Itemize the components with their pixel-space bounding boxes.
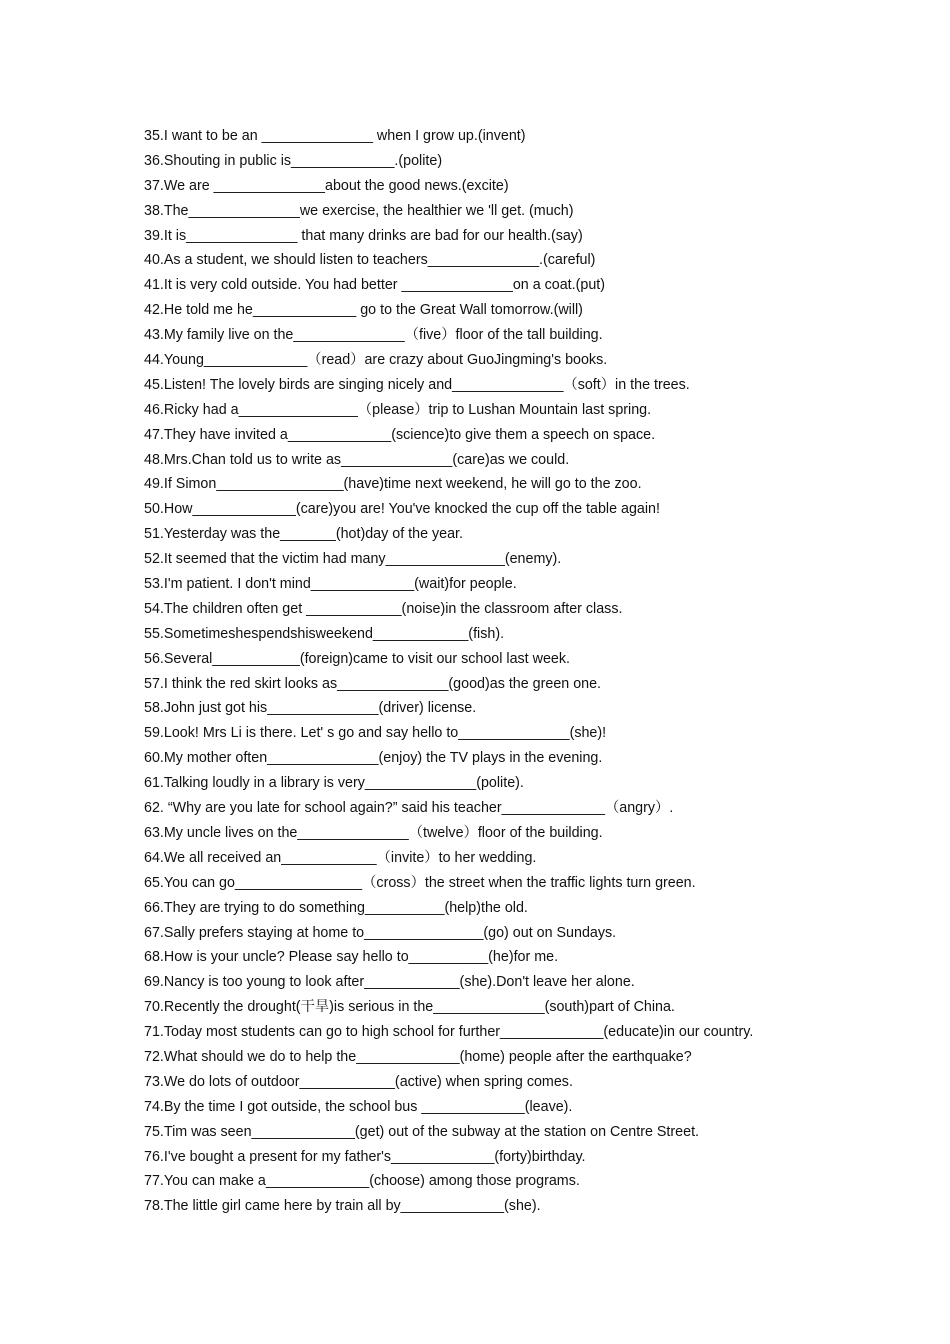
exercise-line: 38.The______________we exercise, the healthier we 'll get. (much)	[144, 202, 574, 219]
exercise-line: 56.Several___________(foreign)came to visit our school last week.	[144, 650, 570, 667]
exercise-line: 59.Look! Mrs Li is there. Let' s go and say hello to______________(she)!	[144, 725, 607, 742]
exercise-line: 41.It is very cold outside. You had better ______________on a coat.(put)	[144, 277, 606, 294]
exercise-line: 78.The little girl came here by train all by_____________(she).	[144, 1198, 541, 1215]
exercise-line: 69.Nancy is too young to look after____________(she).Don't leave her alone.	[144, 974, 635, 991]
exercise-line: 75.Tim was seen_____________(get) out of the subway at the station on Centre Street.	[144, 1123, 700, 1140]
exercise-line: 54.The children often get ____________(noise)in the classroom after class.	[144, 600, 623, 617]
exercise-line: 58.John just got his______________(driver) license.	[144, 700, 477, 717]
exercise-line: 45.Listen! The lovely birds are singing nicely and______________（soft）in the trees.	[144, 376, 690, 393]
exercise-line: 71.Today most students can go to high school for further_____________(educate)in our country.	[144, 1024, 754, 1041]
exercise-line: 64.We all received an____________（invite）to her wedding.	[144, 849, 537, 866]
exercise-line: 57.I think the red skirt looks as______________(good)as the green one.	[144, 675, 602, 692]
exercise-line: 52.It seemed that the victim had many_______________(enemy).	[144, 551, 562, 568]
exercise-line: 39.It is______________ that many drinks are bad for our health.(say)	[144, 227, 583, 244]
exercise-line: 67.Sally prefers staying at home to_______________(go) out on Sundays.	[144, 924, 617, 941]
exercise-line: 77.You can make a_____________(choose) among those programs.	[144, 1173, 580, 1190]
exercise-line: 60.My mother often______________(enjoy) the TV plays in the evening.	[144, 750, 603, 767]
exercise-line: 44.Young_____________（read）are crazy about GuoJingming's books.	[144, 352, 608, 369]
exercise-line: 74.By the time I got outside, the school bus _____________(leave).	[144, 1098, 573, 1115]
exercise-line: 37.We are ______________about the good news.(excite)	[144, 177, 509, 194]
exercise-line: 72.What should we do to help the_____________(home) people after the earthquake?	[144, 1048, 692, 1065]
exercise-line: 50.How_____________(care)you are! You've knocked the cup off the table again!	[144, 501, 660, 518]
exercise-line: 66.They are trying to do something__________(help)the old.	[144, 899, 528, 916]
exercise-line: 73.We do lots of outdoor____________(active) when spring comes.	[144, 1073, 573, 1090]
exercise-line: 48.Mrs.Chan told us to write as______________(care)as we could.	[144, 451, 570, 468]
exercise-line: 53.I'm patient. I don't mind_____________(wait)for people.	[144, 576, 517, 593]
exercise-line: 42.He told me he_____________ go to the Great Wall tomorrow.(will)	[144, 302, 583, 319]
exercise-line: 47.They have invited a_____________(science)to give them a speech on space.	[144, 426, 656, 443]
exercise-line: 68.How is your uncle? Please say hello to__________(he)for me.	[144, 949, 559, 966]
exercise-line: 76.I've bought a present for my father's_____________(forty)birthday.	[144, 1148, 586, 1165]
exercise-line: 65.You can go________________（cross）the street when the traffic lights turn green.	[144, 874, 696, 891]
exercise-line: 49.If Simon________________(have)time next weekend, he will go to the zoo.	[144, 476, 642, 493]
exercise-line: 55.Sometimeshespendshisweekend____________(fish).	[144, 625, 505, 642]
exercise-line: 46.Ricky had a_______________（please）trip to Lushan Mountain last spring.	[144, 401, 652, 418]
exercise-line: 35.I want to be an ______________ when I grow up.(invent)	[144, 128, 526, 144]
exercise-line: 36.Shouting in public is_____________.(polite)	[144, 152, 443, 169]
exercise-line: 43.My family live on the______________（five）floor of the tall building.	[144, 327, 603, 344]
exercise-line: 70.Recently the drought(干旱)is serious in the______________(south)part of China.	[144, 999, 675, 1016]
exercise-line: 51.Yesterday was the_______(hot)day of the year.	[144, 526, 463, 543]
exercise-line: 63.My uncle lives on the______________（twelve）floor of the building.	[144, 824, 603, 841]
exercise-line: 61.Talking loudly in a library is very______________(polite).	[144, 775, 524, 792]
exercise-line: 62. “Why are you late for school again?” said his teacher_____________（angry）.	[144, 800, 674, 817]
exercise-line: 40.As a student, we should listen to teachers______________.(careful)	[144, 252, 596, 269]
exercise-list	[144, 124, 844, 1219]
